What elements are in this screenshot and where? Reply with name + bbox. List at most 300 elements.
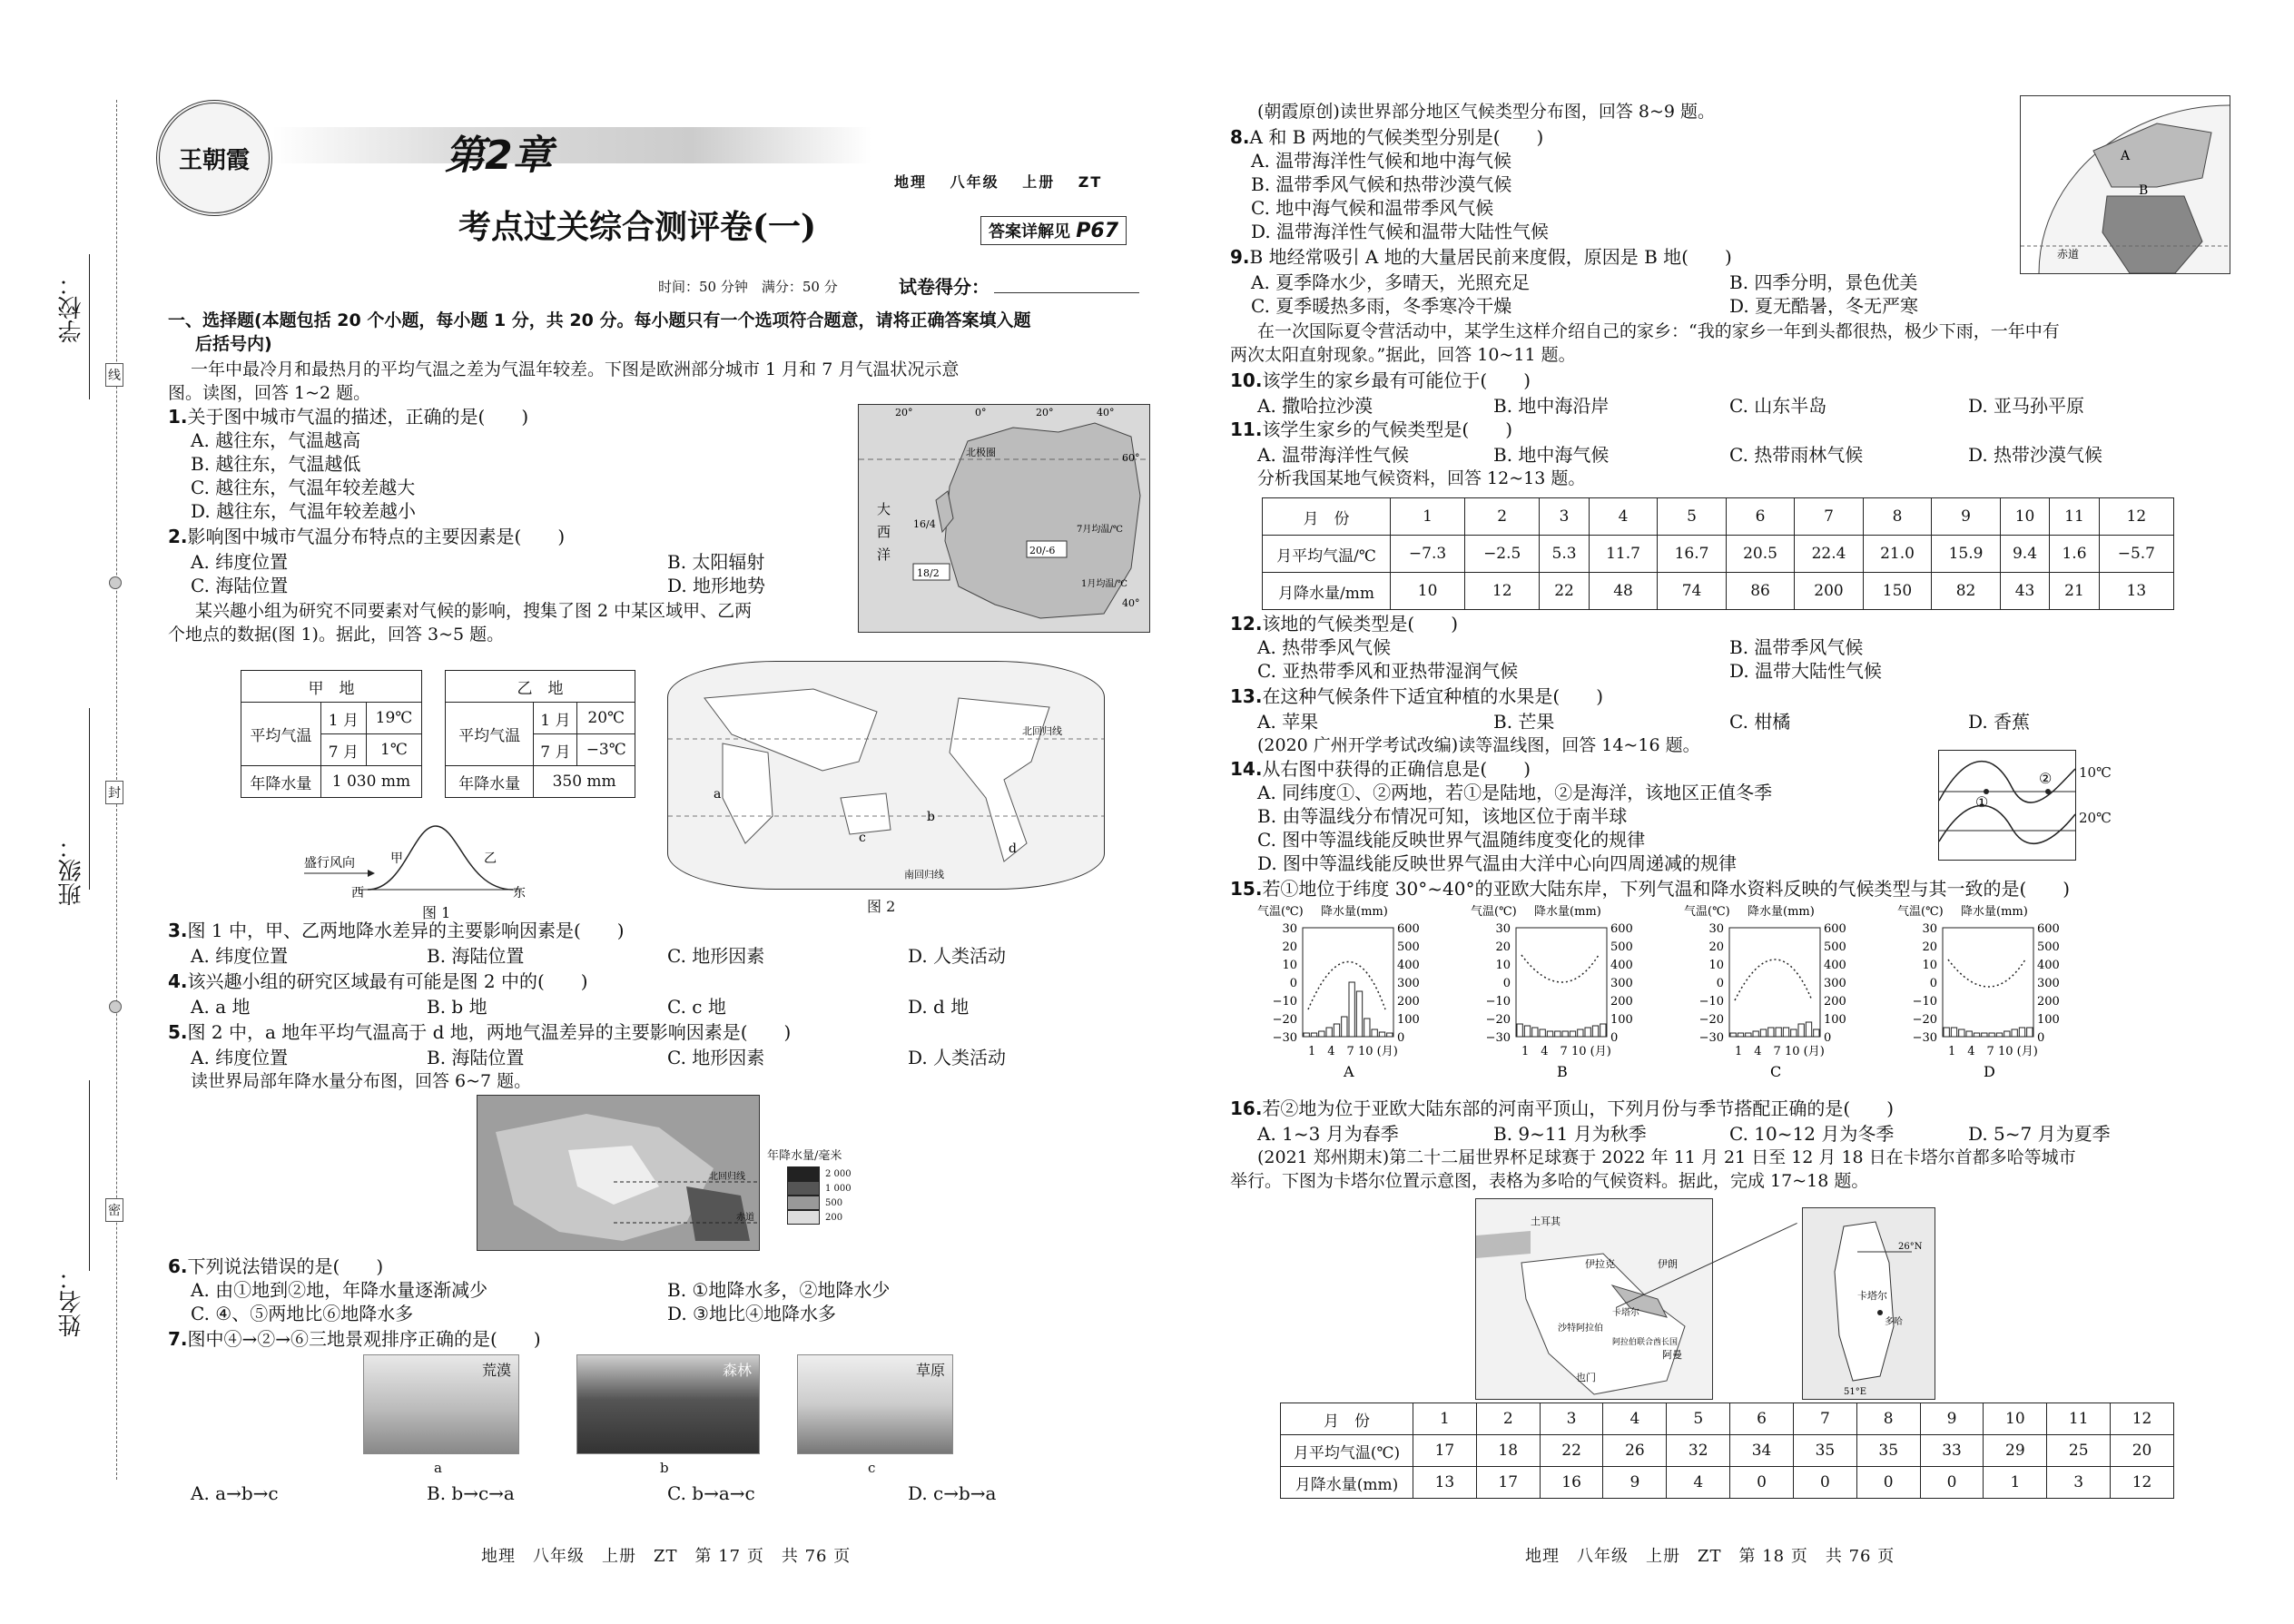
subject-tags bbox=[894, 171, 1102, 192]
precip-axis-title: 降水量(mm) bbox=[1321, 905, 1388, 919]
q13-option-d[interactable]: D. 香蕉 bbox=[1968, 711, 2031, 733]
legend-swatch-1000 bbox=[787, 1181, 820, 1196]
precip-bar bbox=[1806, 1022, 1811, 1037]
atlantic-label-3: 洋 bbox=[877, 546, 891, 563]
temp-curve-group bbox=[1521, 955, 1599, 982]
temp-curve bbox=[1948, 960, 2025, 987]
table1-t7: 22.4 bbox=[1795, 536, 1864, 573]
precip-tick: 400 bbox=[1610, 959, 1633, 972]
q8-option-a[interactable]: A. 温带海洋性气候和地中海气候 bbox=[1251, 150, 1512, 172]
table2-t12: 20 bbox=[2111, 1435, 2174, 1467]
lon-label-3: 20° bbox=[1036, 407, 1054, 418]
precip-bar bbox=[1342, 1017, 1347, 1037]
precip-tick: 300 bbox=[1397, 977, 1420, 990]
q8-option-d[interactable]: D. 温带海洋性气候和温带大陆性气候 bbox=[1251, 221, 1550, 242]
q4-option-c[interactable]: C. c 地 bbox=[667, 996, 726, 1018]
q16-option-d[interactable]: D. 5~7 月为夏季 bbox=[1968, 1123, 2111, 1145]
answer-ref-box bbox=[980, 216, 1127, 245]
precip-bar bbox=[2027, 1028, 2033, 1037]
legend-july: 7月均温/℃ bbox=[1077, 525, 1123, 535]
figure-2-caption: 图 2 bbox=[867, 898, 896, 915]
precip-bar bbox=[1540, 1029, 1545, 1037]
photo-grassland-caption: c bbox=[868, 1460, 876, 1476]
lon-label-2: 0° bbox=[975, 407, 987, 418]
question-15-stem: 15.若①地位于纬度 30°~40°的亚欧大陆东岸，下列气温和降水资料反映的气候类型与其一致的是( ) bbox=[1230, 878, 2071, 900]
q2-option-a[interactable]: A. 纬度位置 bbox=[191, 551, 289, 573]
precip-axis-title: 降水量(mm) bbox=[1534, 905, 1601, 919]
q6-option-a[interactable]: A. 由①地到②地，年降水量逐渐减少 bbox=[191, 1279, 488, 1301]
label-b: B bbox=[2139, 183, 2149, 198]
q16-option-b[interactable]: B. 9~11 月为秋季 bbox=[1493, 1123, 1647, 1145]
table1-month-row bbox=[1263, 498, 2174, 536]
photo-forest-label: 森林 bbox=[722, 1362, 752, 1379]
isotherm-20-label: 20℃ bbox=[2079, 810, 2112, 826]
table1-m2: 2 bbox=[1465, 498, 1540, 536]
climate-chart-d bbox=[1897, 902, 2111, 1093]
arabian-peninsula bbox=[1521, 1254, 1685, 1394]
left-page-footer: 地理 八年级 上册 ZT 第 17 页 共 76 页 bbox=[481, 1547, 852, 1566]
table1-t6: 20.5 bbox=[1726, 536, 1795, 573]
table1-m5: 5 bbox=[1658, 498, 1727, 536]
q10-option-c[interactable]: C. 山东半岛 bbox=[1729, 395, 1827, 417]
intro-6-7: 读世界局部年降水量分布图，回答 6~7 题。 bbox=[191, 1071, 532, 1091]
precip-tick: 300 bbox=[2037, 977, 2060, 990]
precip-tick: 600 bbox=[1824, 922, 1846, 936]
table1-m6: 6 bbox=[1726, 498, 1795, 536]
precip-bar bbox=[1372, 1029, 1377, 1037]
point-b: b bbox=[927, 810, 935, 824]
q5-option-d[interactable]: D. 人类活动 bbox=[908, 1047, 1007, 1068]
inset-qatar-label: 卡塔尔 bbox=[1857, 1290, 1887, 1302]
photo-forest-caption: b bbox=[660, 1460, 669, 1476]
table1-m8: 8 bbox=[1863, 498, 1932, 536]
temp-value-1: 18/2 bbox=[917, 567, 940, 579]
q2-option-c[interactable]: C. 海陆位置 bbox=[191, 575, 289, 596]
q5-option-a[interactable]: A. 纬度位置 bbox=[191, 1047, 289, 1068]
table2-h0: 月 份 bbox=[1281, 1403, 1413, 1435]
table2-t9: 33 bbox=[1920, 1435, 1984, 1467]
intro-1-2-line2: 图。读图，回答 1~2 题。 bbox=[168, 383, 371, 403]
inset-lat-label: 26°N bbox=[1898, 1242, 1923, 1252]
rainfall-map bbox=[477, 1095, 760, 1251]
label-a: A bbox=[2121, 149, 2131, 163]
precip-bar bbox=[1791, 1029, 1797, 1037]
map-label-yemen: 也门 bbox=[1576, 1372, 1596, 1383]
profile-svg bbox=[304, 817, 540, 899]
q13-option-a[interactable]: A. 苹果 bbox=[1257, 711, 1319, 733]
q13-option-c[interactable]: C. 柑橘 bbox=[1729, 711, 1791, 733]
wind-label: 盛行风向 bbox=[304, 856, 355, 871]
q14-option-d[interactable]: D. 图中等温线能反映世界气温由大洋中心向四周递减的规律 bbox=[1257, 852, 1738, 874]
precip-bar bbox=[2004, 1031, 2010, 1037]
intro-10-11-line2: 两次太阳直射现象。”据此，回答 10~11 题。 bbox=[1230, 345, 1576, 365]
intro-3-5-line2: 个地点的数据(图 1)。据此，回答 3~5 题。 bbox=[168, 625, 505, 645]
tag-subject: 地理 bbox=[894, 173, 928, 191]
yi-month-1: 1 月 bbox=[534, 703, 577, 734]
lat-label-1: 60° bbox=[1122, 452, 1140, 464]
table1-t4: 11.7 bbox=[1589, 536, 1658, 573]
precip-bar bbox=[1319, 1031, 1324, 1037]
table2-m5: 5 bbox=[1667, 1403, 1730, 1435]
q4-option-a[interactable]: A. a 地 bbox=[191, 996, 251, 1018]
table2-t10: 29 bbox=[1984, 1435, 2047, 1467]
q7-option-b[interactable]: B. b→c→a bbox=[427, 1482, 515, 1504]
q6-option-c[interactable]: C. ④、⑤两地比⑥地降水多 bbox=[191, 1303, 414, 1324]
q2-option-d[interactable]: D. 地形地势 bbox=[667, 575, 766, 596]
middle-east-map bbox=[1475, 1198, 1713, 1400]
precip-bar bbox=[1364, 1019, 1370, 1037]
world-map-svg bbox=[668, 662, 1104, 889]
continent-africa bbox=[723, 743, 773, 843]
table1-p9: 82 bbox=[1932, 573, 2001, 610]
qatar-inset-map bbox=[1802, 1207, 1935, 1400]
q11-option-a[interactable]: A. 温带海洋性气候 bbox=[1257, 444, 1410, 466]
question-8-stem: 8.A 和 B 两地的气候类型分别是( ) bbox=[1230, 126, 1544, 148]
q5-option-c[interactable]: C. 地形因素 bbox=[667, 1047, 765, 1068]
month-ticks: 1 4 7 10 (月) bbox=[1735, 1045, 1825, 1058]
temp-value-2: 20/-6 bbox=[1029, 545, 1056, 556]
isotherm-svg bbox=[1939, 751, 2075, 860]
table1-m7: 7 bbox=[1795, 498, 1864, 536]
legend-value-1000: 1 000 bbox=[825, 1183, 852, 1194]
precip-bar bbox=[1974, 1033, 1979, 1037]
precip-bar bbox=[1311, 1033, 1316, 1037]
table2-temp-row bbox=[1281, 1435, 2174, 1467]
isotherm-10-label: 10℃ bbox=[2079, 764, 2112, 781]
temp-curve bbox=[1735, 960, 1812, 1000]
europe-map-svg bbox=[859, 405, 1149, 632]
temp-tick: −10 bbox=[1698, 995, 1724, 1009]
q6-option-d[interactable]: D. ③地比④地降水多 bbox=[667, 1303, 836, 1324]
climate-chart-c-svg bbox=[1684, 902, 1897, 1093]
q10-option-b[interactable]: B. 地中海沿岸 bbox=[1493, 395, 1610, 417]
precip-bar bbox=[1562, 1031, 1568, 1037]
chart-option-label: D bbox=[1984, 1063, 1995, 1080]
map-label-saudi: 沙特阿拉伯 bbox=[1558, 1324, 1603, 1334]
temp-tick: 0 bbox=[1502, 977, 1511, 990]
score-field[interactable] bbox=[994, 292, 1139, 293]
map-label-oman: 阿曼 bbox=[1662, 1349, 1682, 1361]
jia-title: 甲 地 bbox=[241, 671, 422, 703]
atlantic-label-1: 大 bbox=[877, 501, 891, 517]
q13-option-b[interactable]: B. 芒果 bbox=[1493, 711, 1555, 733]
point-1-label: ① bbox=[1975, 793, 1989, 811]
question-2-stem: 2.影响图中城市气温分布特点的主要因素是( ) bbox=[168, 526, 566, 547]
answer-ref-label: 答案详解见 bbox=[989, 222, 1070, 241]
temp-tick: 20 bbox=[1708, 940, 1724, 954]
temp-tick: 0 bbox=[1929, 977, 1937, 990]
table1-p4: 48 bbox=[1589, 573, 1658, 610]
climate-table-1 bbox=[1262, 497, 2174, 610]
isotherm-10-curve bbox=[1939, 762, 2075, 802]
precip-bar bbox=[1798, 1024, 1804, 1037]
temp-tick: −30 bbox=[1912, 1031, 1937, 1045]
table1-m10: 10 bbox=[2000, 498, 2049, 536]
table2-p2: 17 bbox=[1476, 1467, 1540, 1499]
precip-tick: 100 bbox=[1397, 1013, 1420, 1027]
precip-bar bbox=[1776, 1028, 1781, 1037]
precip-tick: 100 bbox=[1824, 1013, 1846, 1027]
table2-rain-row bbox=[1281, 1467, 2174, 1499]
q12-option-b[interactable]: B. 温带季风气候 bbox=[1729, 636, 1864, 658]
q10-option-a[interactable]: A. 撒哈拉沙漠 bbox=[1257, 395, 1373, 417]
chart-option-label: B bbox=[1557, 1063, 1568, 1080]
precip-bar bbox=[1524, 1026, 1530, 1037]
q1-option-d[interactable]: D. 越往东，气温年较差越小 bbox=[191, 500, 417, 522]
q11-option-c[interactable]: C. 热带雨林气候 bbox=[1729, 444, 1864, 466]
jia-temp-1: 19℃ bbox=[366, 703, 421, 734]
name-label: 姓名： bbox=[58, 1266, 85, 1337]
temp-axis-title: 气温(℃) bbox=[1257, 905, 1304, 919]
temp-tick: 20 bbox=[1495, 940, 1511, 954]
precip-tick: 600 bbox=[1610, 922, 1633, 936]
wind-arrow-head bbox=[368, 870, 375, 877]
precip-tick: 500 bbox=[2037, 940, 2060, 954]
yi-temp-1: 20℃ bbox=[577, 703, 635, 734]
legend-value-2000: 2 000 bbox=[825, 1168, 852, 1179]
precip-tick: 200 bbox=[2037, 995, 2060, 1009]
temp-tick: 0 bbox=[1289, 977, 1297, 990]
precip-bar bbox=[1532, 1028, 1538, 1037]
lon-label-1: 20° bbox=[895, 407, 913, 418]
q4-option-b[interactable]: B. b 地 bbox=[427, 996, 487, 1018]
table1-p11: 21 bbox=[2050, 573, 2099, 610]
q1-option-a[interactable]: A. 越往东，气温越高 bbox=[191, 429, 361, 451]
q7-option-a[interactable]: A. a→b→c bbox=[191, 1482, 279, 1504]
precip-bar bbox=[2012, 1029, 2017, 1037]
precip-tick: 200 bbox=[1397, 995, 1420, 1009]
table2-t7: 35 bbox=[1793, 1435, 1856, 1467]
q11-option-b[interactable]: B. 地中海气候 bbox=[1493, 444, 1610, 466]
precip-tick: 0 bbox=[1397, 1031, 1405, 1045]
temp-tick: −20 bbox=[1272, 1013, 1297, 1027]
chapter-title: 第2章 bbox=[445, 133, 553, 179]
intro-12-13: 分析我国某地气候资料，回答 12~13 题。 bbox=[1257, 468, 1586, 488]
question-5-stem: 5.图 2 中，a 地年平均气温高于 d 地，两地气温差异的主要影响因素是( ) bbox=[168, 1021, 792, 1043]
q3-option-b[interactable]: B. 海陆位置 bbox=[427, 945, 525, 967]
precip-bar bbox=[1989, 1033, 1994, 1037]
continent-america bbox=[950, 698, 1049, 861]
intro-3-5-line1: 某兴趣小组为研究不同要素对气候的影响，搜集了图 2 中某区域甲、乙两 bbox=[195, 601, 753, 621]
precip-bar bbox=[1387, 1033, 1393, 1037]
chart-frame bbox=[1303, 928, 1393, 1037]
table2-p7: 0 bbox=[1793, 1467, 1856, 1499]
photo-forest bbox=[576, 1354, 760, 1454]
tropic-capricorn-label: 南回归线 bbox=[904, 869, 944, 881]
precip-tick: 400 bbox=[2037, 959, 2060, 972]
precip-bar bbox=[1768, 1028, 1774, 1037]
intro-17-18-line2: 举行。下图为卡塔尔位置示意图，表格为多哈的气候资料。据此，完成 17~18 题。 bbox=[1230, 1171, 1869, 1191]
table1-t10: 9.4 bbox=[2000, 536, 2049, 573]
q4-option-d[interactable]: D. d 地 bbox=[908, 996, 970, 1018]
table2-p9: 0 bbox=[1920, 1467, 1984, 1499]
legend-value-500: 500 bbox=[825, 1197, 843, 1208]
precip-bar bbox=[1753, 1031, 1758, 1037]
intro-1-2-line1: 一年中最冷月和最热月的平均气温之差为气温年较差。下图是欧洲部分城市 1 月和 7 月气温状况示意 bbox=[191, 359, 960, 379]
exam-title: 考点过关综合测评卷(一) bbox=[458, 208, 817, 246]
arctic-label: 北极圈 bbox=[966, 447, 996, 458]
table2-t4: 26 bbox=[1603, 1435, 1667, 1467]
table1-p8: 150 bbox=[1863, 573, 1932, 610]
table1-p12: 13 bbox=[2099, 573, 2173, 610]
temp-tick: 20 bbox=[1922, 940, 1937, 954]
legend-swatch-2000 bbox=[787, 1166, 820, 1181]
q8-option-b[interactable]: B. 温带季风气候和热带沙漠气候 bbox=[1251, 173, 1512, 195]
table1-m4: 4 bbox=[1589, 498, 1658, 536]
table1-t1: −7.3 bbox=[1391, 536, 1465, 573]
europe-shape bbox=[2093, 123, 2211, 187]
q7-option-d[interactable]: D. c→b→a bbox=[908, 1482, 997, 1504]
q9-option-c[interactable]: C. 夏季暖热多雨，冬季寒冷干燥 bbox=[1251, 295, 1512, 317]
table1-p1: 10 bbox=[1391, 573, 1465, 610]
temp-tick: 10 bbox=[1495, 959, 1511, 972]
precip-bar bbox=[1326, 1028, 1332, 1037]
q6-option-b[interactable]: B. ①地降水多，②地降水少 bbox=[667, 1279, 891, 1301]
doha-marker bbox=[1877, 1310, 1883, 1315]
temp-tick: 20 bbox=[1282, 940, 1297, 954]
precip-tick: 100 bbox=[2037, 1013, 2060, 1027]
yi-rain-value: 350 mm bbox=[534, 766, 635, 798]
table1-p7: 200 bbox=[1795, 573, 1864, 610]
continent-australia bbox=[841, 793, 891, 834]
atlantic-label-2: 西 bbox=[877, 524, 891, 540]
yi-temp-7: −3℃ bbox=[577, 734, 635, 766]
yi-month-7: 7 月 bbox=[534, 734, 577, 766]
jia-temp-label: 平均气温 bbox=[241, 703, 321, 766]
q12-option-c[interactable]: C. 亚热带季风和亚热带湿润气候 bbox=[1257, 660, 1519, 682]
question-3-stem: 3.图 1 中，甲、乙两地降水差异的主要影响因素是( ) bbox=[168, 920, 625, 941]
rain-equator-label: 赤道 bbox=[736, 1213, 754, 1223]
isotherm-20-curve bbox=[1939, 805, 2075, 843]
q12-option-a[interactable]: A. 热带季风气候 bbox=[1257, 636, 1392, 658]
precip-bar bbox=[1944, 1028, 1949, 1037]
table1-m9: 9 bbox=[1932, 498, 2001, 536]
table2-m3: 3 bbox=[1540, 1403, 1603, 1435]
table2-p11: 3 bbox=[2047, 1467, 2111, 1499]
table1-m3: 3 bbox=[1540, 498, 1589, 536]
precip-bar bbox=[1547, 1031, 1552, 1037]
question-1-stem: 1.关于图中城市气温的描述，正确的是( ) bbox=[168, 406, 529, 428]
q14-option-c[interactable]: C. 图中等温线能反映世界气温随纬度变化的规律 bbox=[1257, 829, 1646, 851]
table1-t12: −5.7 bbox=[2099, 536, 2173, 573]
q1-option-c[interactable]: C. 越往东，气温年较差越大 bbox=[191, 477, 416, 498]
profile-yi: 乙 bbox=[484, 851, 497, 866]
chart-option-label: C bbox=[1770, 1063, 1782, 1080]
q12-option-d[interactable]: D. 温带大陆性气候 bbox=[1729, 660, 1883, 682]
q16-option-c[interactable]: C. 10~12 月为冬季 bbox=[1729, 1123, 1895, 1145]
precip-bar bbox=[1951, 1028, 1956, 1037]
q1-option-b[interactable]: B. 越往东，气温越低 bbox=[191, 453, 361, 475]
temp-tick: −20 bbox=[1485, 1013, 1511, 1027]
rainfall-legend bbox=[767, 1146, 852, 1225]
precip-bar bbox=[1959, 1029, 1964, 1037]
temp-curve-group bbox=[1948, 960, 2025, 987]
q3-option-d[interactable]: D. 人类活动 bbox=[908, 945, 1007, 967]
tag-grade: 八年级 bbox=[950, 173, 999, 191]
legend-jan: 1月均温/℃ bbox=[1081, 579, 1127, 589]
yi-temp-label: 平均气温 bbox=[446, 703, 534, 766]
temp-axis-title: 气温(℃) bbox=[1897, 905, 1944, 919]
profile-jia: 甲 bbox=[390, 851, 403, 866]
temp-tick: 10 bbox=[1282, 959, 1297, 972]
temp-tick: −10 bbox=[1912, 995, 1937, 1009]
q3-option-c[interactable]: C. 地形因素 bbox=[667, 945, 765, 967]
table2-p1: 13 bbox=[1413, 1467, 1477, 1499]
q14-option-b[interactable]: B. 由等温线分布情况可知，该地区位于南半球 bbox=[1257, 805, 1628, 827]
q9-option-a[interactable]: A. 夏季降水少，多晴天，光照充足 bbox=[1251, 271, 1531, 293]
precip-tick: 0 bbox=[1610, 1031, 1619, 1045]
question-12-stem: 12.该地的气候类型是( ) bbox=[1230, 613, 1459, 635]
q16-option-a[interactable]: A. 1~3 月为春季 bbox=[1257, 1123, 1399, 1145]
middle-east-svg bbox=[1476, 1199, 1712, 1399]
q9-option-b[interactable]: B. 四季分明，景色优美 bbox=[1729, 271, 1918, 293]
temp-tick: −20 bbox=[1912, 1013, 1937, 1027]
q10-option-d[interactable]: D. 亚马孙平原 bbox=[1968, 395, 2085, 417]
q3-option-a[interactable]: A. 纬度位置 bbox=[191, 945, 289, 967]
climate-chart-d-svg bbox=[1897, 902, 2111, 1093]
temp-tick: 30 bbox=[1922, 922, 1937, 936]
precip-bar bbox=[1379, 1032, 1384, 1037]
precip-tick: 300 bbox=[1824, 977, 1846, 990]
temp-curve-group bbox=[1308, 962, 1385, 1010]
q7-option-c[interactable]: C. b→a→c bbox=[667, 1482, 755, 1504]
climate-map-svg bbox=[2021, 96, 2230, 273]
temp-value-3: 16/4 bbox=[913, 518, 936, 530]
precip-bar bbox=[1738, 1033, 1743, 1037]
section1-heading-1: 一、选择题(本题包括 20 个小题，每小题 1 分，共 20 分。每小题只有一个选项符合题意，请将正确答案填入题 bbox=[168, 310, 1031, 330]
figure-1-caption: 图 1 bbox=[422, 904, 451, 921]
precip-bar bbox=[1730, 1033, 1736, 1037]
photo-desert-label: 荒漠 bbox=[481, 1362, 511, 1379]
precip-tick: 500 bbox=[1397, 940, 1420, 954]
precip-bar bbox=[1592, 1026, 1598, 1037]
precip-bar bbox=[1356, 991, 1362, 1037]
lon-label-4: 40° bbox=[1097, 407, 1115, 418]
table1-p6: 86 bbox=[1726, 573, 1795, 610]
precip-bar bbox=[1517, 1024, 1522, 1037]
q14-option-a[interactable]: A. 同纬度①、②两地，若①是陆地，②是海洋，该地区正值冬季 bbox=[1257, 782, 1773, 803]
table2-p12: 12 bbox=[2111, 1467, 2174, 1499]
precip-bar bbox=[1349, 982, 1354, 1037]
precip-tick: 0 bbox=[1824, 1031, 1832, 1045]
table2-t3: 22 bbox=[1540, 1435, 1603, 1467]
precip-tick: 200 bbox=[1824, 995, 1846, 1009]
temp-tick: 10 bbox=[1708, 959, 1724, 972]
score-label: 试卷得分： bbox=[899, 276, 989, 298]
table2-m2: 2 bbox=[1476, 1403, 1540, 1435]
temp-tick: −30 bbox=[1272, 1031, 1297, 1045]
question-13-stem: 13.在这种气候条件下适宜种植的水果是( ) bbox=[1230, 685, 1604, 707]
table1-r1: 月平均气温/℃ bbox=[1263, 536, 1391, 573]
precip-tick: 0 bbox=[2037, 1031, 2045, 1045]
q9-option-d[interactable]: D. 夏无酷暑，冬无严寒 bbox=[1729, 295, 1919, 317]
school-label: 学校： bbox=[58, 272, 85, 343]
q2-option-b[interactable]: B. 太阳辐射 bbox=[667, 551, 765, 573]
q8-option-c[interactable]: C. 地中海气候和温带季风气候 bbox=[1251, 197, 1494, 219]
brand-logo-text: 王朝霞 bbox=[178, 146, 250, 174]
yi-title: 乙 地 bbox=[446, 671, 635, 703]
climate-chart-b bbox=[1471, 902, 1684, 1093]
q5-option-b[interactable]: B. 海陆位置 bbox=[427, 1047, 525, 1068]
table2-t2: 18 bbox=[1476, 1435, 1540, 1467]
hole-mark-2 bbox=[109, 1000, 122, 1013]
legend-row-2000 bbox=[787, 1166, 852, 1181]
temp-tick: 0 bbox=[1716, 977, 1724, 990]
q11-option-d[interactable]: D. 热带沙漠气候 bbox=[1968, 444, 2103, 466]
point-a: a bbox=[714, 787, 722, 802]
climate-chart-c bbox=[1684, 902, 1897, 1093]
intro-8-9: (朝霞原创)读世界部分地区气候类型分布图，回答 8~9 题。 bbox=[1257, 102, 1716, 122]
